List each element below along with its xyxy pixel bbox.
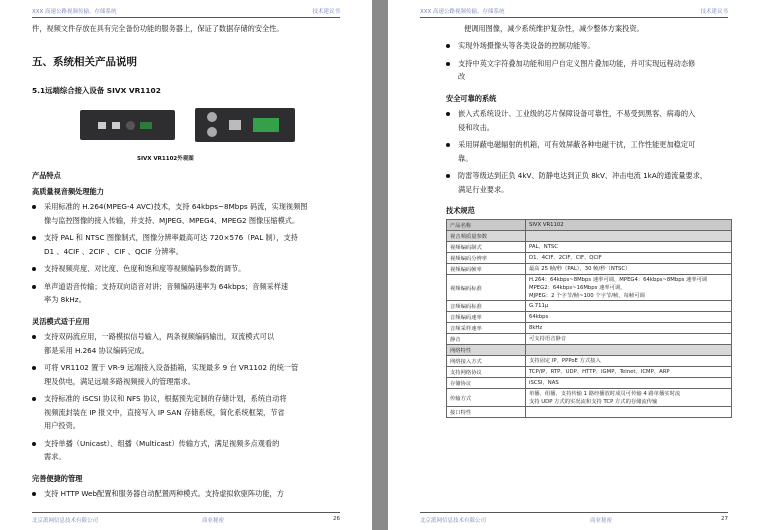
bullet-item bbox=[32, 437, 332, 464]
bullet-text-line: 像与监控图像的接入传输，并支持、MJPEG、MPEG4、MPEG2 图像压缩模式。 bbox=[44, 215, 300, 225]
bullet-text-line: 采用屏蔽电磁辐射的机箱，可有效屏蔽各种电磁干扰，工作性能更加稳定可 bbox=[458, 140, 696, 149]
bullet-dot-icon bbox=[446, 143, 450, 147]
spec-value: TCP/IP、RTP、UDP、HTTP、IGMP、Telnet、ICMP、ARP bbox=[526, 367, 732, 378]
spec-value: D1、4CIF、2CIF、CIF、QCIF bbox=[526, 253, 732, 264]
bullet-text-line: 需求。 bbox=[44, 452, 66, 461]
spec-value: H.264：64kbps~8Mbps 速率可调，MPEG4：64kbps~8Mbps 速率可调 MPEG2：64kbps~16Mbps 速率可调， MJPEG：2 个字节/帧~100 个字节/帧，每帧可调 bbox=[526, 275, 732, 301]
document-page-right bbox=[388, 0, 760, 530]
bullet-dot-icon bbox=[32, 285, 36, 289]
spec-key: 网络接入方式 bbox=[447, 356, 526, 367]
footer-label: 商业秘密 bbox=[202, 518, 225, 524]
page-footer bbox=[32, 512, 340, 524]
bullet-text-line: 视频流封装在 IP 报文中，直接写入 IP SAN 存储系统，简化系统框架，节省 bbox=[44, 407, 285, 417]
spec-key: 接口特性 bbox=[447, 407, 526, 418]
bullet-text-line: 侵和攻击。 bbox=[458, 122, 494, 132]
bullet-text-line: 采用标准的 H.264(MPEG-4 AVC)技术，支持 64kbps~8Mbps 码流，实现视频图 bbox=[44, 202, 308, 211]
spec-value: 8kHz bbox=[526, 323, 732, 334]
bullet-text-line: 改 bbox=[458, 72, 466, 81]
bullet-text-line: 支持双码流应用，一路模拟信号输入，两条视频编码输出，双流模式可以 bbox=[44, 332, 275, 341]
spec-row bbox=[447, 323, 732, 334]
bullet-text-line: 率为 8kHz。 bbox=[44, 295, 86, 304]
bullet-text-line: 支持视频亮度、对比度、色度和饱和度等视频编码参数的调节。 bbox=[44, 264, 246, 273]
footer-label: 商业秘密 bbox=[590, 518, 613, 524]
spec-key: 支持网络协议 bbox=[447, 367, 526, 378]
bullet-item bbox=[446, 39, 736, 53]
bullet-text-line: 单声道语音传输；支持双向语音对讲；音频编码速率为 64kbps；音频采样速 bbox=[44, 281, 289, 291]
spec-value: PAL、NTSC bbox=[526, 242, 732, 253]
bullet-dot-icon bbox=[32, 366, 36, 370]
continuation-text: 便调用图像，减少系统维护复杂性，减少整体方案投资。 bbox=[464, 24, 644, 33]
spec-title: 技术规范 bbox=[446, 206, 475, 215]
spec-value: 最高 25 帧/秒（PAL），30 帧/秒（NTSC） bbox=[526, 264, 732, 275]
group2-title: 灵活模式适于应用 bbox=[32, 317, 90, 326]
bullet-dot-icon bbox=[32, 267, 36, 271]
bullet-item bbox=[32, 231, 332, 258]
bullet-dot-icon bbox=[32, 442, 36, 446]
spec-key: 静音 bbox=[447, 334, 526, 345]
bullet-item bbox=[446, 57, 736, 84]
spec-row bbox=[447, 312, 732, 323]
bullet-text-line: 支持标准的 iSCSI 协议和 NFS 协议，根据预先定制的存储计划，系统自动将 bbox=[44, 394, 287, 403]
bullet-dot-icon bbox=[446, 112, 450, 116]
spec-key: 视频编码标准 bbox=[447, 275, 526, 301]
bullet-item bbox=[32, 330, 332, 357]
spec-row bbox=[447, 407, 732, 418]
spec-section-row bbox=[447, 231, 732, 242]
page-number: 26 bbox=[333, 516, 340, 522]
header-project-title: XXX 高速公路视频传输、存储系统 bbox=[420, 9, 505, 15]
spec-row bbox=[447, 334, 732, 345]
footer-company: 北京派网信息技术有限公司 bbox=[32, 518, 99, 524]
bullet-item bbox=[32, 280, 332, 307]
bullet-text-line: 支持中英文字符叠加功能和用户自定义图片叠加功能，并可实现远程动态修 bbox=[458, 58, 696, 68]
spec-value: 可支持语音静音 bbox=[526, 334, 732, 345]
spec-value: SIVX VR1102 bbox=[526, 220, 732, 231]
spec-row bbox=[447, 356, 732, 367]
section-title: 五、系统相关产品说明 bbox=[32, 56, 137, 68]
document-page-left bbox=[0, 0, 372, 530]
spec-key: 音频编码速率 bbox=[447, 312, 526, 323]
intro-paragraph: 件，视频文件存放在具有完全备份功能的服务器上，保证了数据存储的安全性。 bbox=[32, 24, 284, 33]
bullet-item bbox=[32, 200, 332, 227]
bullet-dot-icon bbox=[32, 205, 36, 209]
spec-key: 存储协议 bbox=[447, 378, 526, 389]
bullet-text-line: 嵌入式系统设计、工业级的芯片保障设备可靠性，不易受到黑客、病毒的入 bbox=[458, 109, 696, 118]
bullet-text-line: 都是采用 H.264 协议编码完成。 bbox=[44, 345, 149, 355]
bullet-text-line: 支持 PAL 和 NTSC 图像制式，图像分辨率最高可达 720×576（PAL 制），支持 bbox=[44, 233, 298, 242]
spec-value bbox=[526, 231, 732, 242]
bullet-dot-icon bbox=[446, 62, 450, 66]
device-photo bbox=[80, 102, 300, 152]
group3-title: 完善便捷的管理 bbox=[32, 474, 83, 483]
bullet-item bbox=[446, 138, 736, 165]
group1-title: 高质量视音频处理能力 bbox=[32, 187, 104, 196]
page-number: 27 bbox=[721, 516, 728, 522]
bullet-item bbox=[32, 392, 332, 433]
spec-key: 网络特性 bbox=[447, 345, 526, 356]
security-title: 安全可靠的系统 bbox=[446, 94, 497, 103]
subsection-title: 5.1远端综合接入设备 SIVX VR1102 bbox=[32, 86, 161, 95]
spec-key: 视频编码分辨率 bbox=[447, 253, 526, 264]
page-header bbox=[32, 7, 340, 18]
header-doc-type: 技术建议书 bbox=[700, 9, 728, 15]
bullet-dot-icon bbox=[446, 44, 450, 48]
header-project-title: XXX 高速公路视频传输、存储系统 bbox=[32, 9, 117, 15]
spec-key: 传输方式 bbox=[447, 389, 526, 407]
bullet-item bbox=[32, 262, 332, 276]
footer-company: 北京派网信息技术有限公司 bbox=[420, 518, 487, 524]
bullet-text-line: 防雷等级达到正负 4kV、防静电达到正负 8kV、冲击电流 1kA的通流量要求， bbox=[458, 171, 708, 180]
spec-row bbox=[447, 301, 732, 312]
bullet-text-line: 靠。 bbox=[458, 153, 473, 163]
bullet-text-line: 理及供电，满足远端多路视频接入的管理需求。 bbox=[44, 376, 195, 386]
spec-key: 音频编码标准 bbox=[447, 301, 526, 312]
spec-row bbox=[447, 253, 732, 264]
bullet-text-line: 用户投资。 bbox=[44, 421, 80, 430]
page-header bbox=[420, 7, 728, 18]
spec-row bbox=[447, 378, 732, 389]
bullet-item bbox=[446, 169, 736, 196]
bullet-dot-icon bbox=[32, 236, 36, 240]
spec-row bbox=[447, 220, 732, 231]
spec-key: 音频采样速率 bbox=[447, 323, 526, 334]
bullet-text-line: 支持单播（Unicast）、组播（Multicast）传输方式，满足视频多点观看的 bbox=[44, 438, 280, 448]
spec-value: G.711μ bbox=[526, 301, 732, 312]
spec-row bbox=[447, 242, 732, 253]
image-caption: SIVX VR1102外观图 bbox=[137, 156, 194, 162]
bullet-text-line: D1 、4CIF 、2CIF 、CIF 、QCIF 分辨率。 bbox=[44, 246, 183, 256]
header-doc-type: 技术建议书 bbox=[312, 9, 340, 15]
spec-value bbox=[526, 345, 732, 356]
spec-value: 单播、组播，支持传输 1 路经播放时成员可传输 4 路单播实时流 支持 UDP 方式的实况流和支持 TCP 方式的存储流传输 bbox=[526, 389, 732, 407]
bullet-dot-icon bbox=[446, 174, 450, 178]
spec-value bbox=[526, 407, 732, 418]
spec-value: iSCSI、NAS bbox=[526, 378, 732, 389]
spec-row bbox=[447, 367, 732, 378]
bullet-text-line: 支持 HTTP Web配置和服务器自动配置两种模式。支持虚拟软驱阵功能，方 bbox=[44, 489, 284, 498]
spec-key: 视频编码制式 bbox=[447, 242, 526, 253]
features-title: 产品特点 bbox=[32, 171, 61, 180]
bullet-item bbox=[32, 487, 332, 501]
spec-value: 64kbps bbox=[526, 312, 732, 323]
bullet-text-line: 满足行业要求。 bbox=[458, 184, 509, 194]
spec-row bbox=[447, 389, 732, 407]
spec-key: 视频编码帧率 bbox=[447, 264, 526, 275]
bullet-text-line: 可将 VR1102 置于 VR-9 远端接入设备插箱，实现最多 9 台 VR1102 的统一管 bbox=[44, 363, 299, 372]
spec-key: 产品名称 bbox=[447, 220, 526, 231]
bullet-item bbox=[32, 361, 332, 388]
page-footer bbox=[420, 512, 728, 524]
spec-row bbox=[447, 275, 732, 301]
spec-key: 视音频质量参数 bbox=[447, 231, 526, 242]
spec-row bbox=[447, 264, 732, 275]
spec-section-row bbox=[447, 345, 732, 356]
bullet-text-line: 实现外场摄像头等各类设备的控制功能等。 bbox=[458, 41, 595, 50]
bullet-dot-icon bbox=[32, 397, 36, 401]
bullet-dot-icon bbox=[32, 492, 36, 496]
spec-value: 支持固定 IP、PPPoE 方式接入 bbox=[526, 356, 732, 367]
spec-table bbox=[446, 219, 732, 418]
bullet-item bbox=[446, 107, 736, 134]
bullet-dot-icon bbox=[32, 335, 36, 339]
